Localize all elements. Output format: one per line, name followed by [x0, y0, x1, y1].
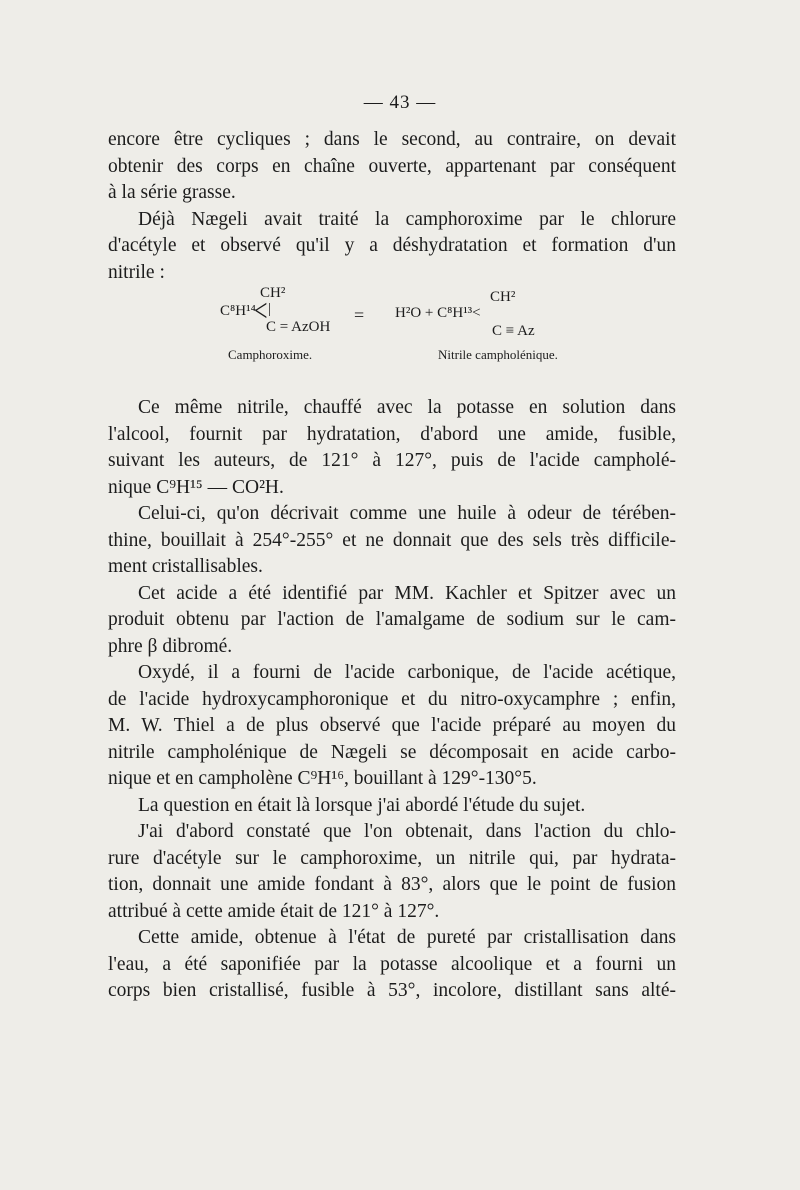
page-number: — 43 — — [363, 92, 437, 113]
text-line: à la série grasse. — [108, 182, 236, 203]
text-line: La question en était là lorsque j'ai abordé l'étude du sujet. — [138, 794, 586, 816]
text-line: produit obtenu par l'action de l'amalgame de sodium sur le cam- — [108, 609, 676, 630]
text-line: Déjà Nægeli avait traité la camphoroxime par le chlorure — [138, 208, 676, 230]
text-line: Celui-ci, qu'on décrivait comme une huile à odeur de térében- — [138, 503, 676, 524]
paragraph — [108, 581, 676, 661]
formula-equals: = — [354, 305, 365, 325]
text-line: nique C⁹H¹⁵ — CO²H. — [108, 476, 284, 498]
text-line: tion, donnait une amide fondant à 83°, alors que le point de fusion — [108, 874, 676, 895]
text-line: M. W. Thiel a de plus observé que l'acide préparé au moyen du — [108, 715, 676, 736]
text-line: obtenir des corps en chaîne ouverte, appartenant par conséquent — [108, 155, 676, 177]
formula-label-right: Nitrile campholénique. — [438, 347, 558, 362]
chemical-equation — [220, 285, 600, 365]
formula-left-c: C = AzOH — [266, 319, 331, 335]
text-line: encore être cycliques ; dans le second, au contraire, on devait — [108, 129, 676, 150]
text-line: J'ai d'abord constaté que l'on obtenait, dans l'action du chlo- — [138, 821, 676, 842]
text-line: Ce même nitrile, chauffé avec la potasse en solution dans — [138, 397, 676, 418]
text-line: suivant les auteurs, de 121° à 127°, puis de l'acide campholé- — [108, 450, 676, 471]
text-line: l'eau, a été saponifiée par la potasse alcoolique et a fourni un — [108, 953, 676, 975]
paragraph — [108, 819, 676, 925]
formula-right-c: C ≡ Az — [492, 323, 535, 339]
text-block-top — [108, 127, 676, 286]
text-line: d'acétyle et observé qu'il y a déshydratation et formation d'un — [108, 235, 676, 256]
text-line: l'alcool, fournit par hydratation, d'abord une amide, fusible, — [108, 423, 676, 445]
text-line: Cette amide, obtenue à l'état de pureté par cristallisation dans — [138, 927, 676, 948]
formula-left-bar: | — [268, 301, 272, 317]
text-line: ment cristallisables. — [108, 556, 263, 577]
text-line: attribué à cette amide était de 121° à 127°. — [108, 900, 440, 922]
text-line: nique et en campholène C⁹H¹⁶, bouillant à 129°-130°5. — [108, 768, 537, 789]
formula-left-main: C⁸H¹⁴ — [220, 303, 256, 319]
text-line: thine, bouillait à 254°-255° et ne donnait que des sels très difficile- — [108, 529, 676, 551]
text-line: nitrile : — [108, 261, 165, 283]
paragraph — [108, 395, 676, 501]
formula-right-ch: CH² — [490, 289, 516, 305]
text-line: nitrile campholénique de Nægeli se décomposait en acide carbo- — [108, 741, 676, 763]
text-line: Cet acide a été identifié par MM. Kachler et Spitzer avec un — [138, 582, 676, 604]
formula-left-bracket: < — [254, 294, 268, 329]
paragraph — [108, 207, 676, 287]
text-block-bottom — [108, 395, 676, 1005]
paragraph — [108, 925, 676, 1005]
text-line: corps bien cristallisé, fusible à 53°, incolore, distillant sans alté- — [108, 980, 676, 1001]
formula-label-left: Camphoroxime. — [228, 347, 313, 362]
paragraph — [108, 793, 676, 820]
paragraph — [108, 660, 676, 793]
paragraph — [108, 127, 676, 207]
text-line: Oxydé, il a fourni de l'acide carbonique, de l'acide acétique, — [138, 662, 676, 683]
text-line: de l'acide hydroxycamphoronique et du nitro-oxycamphre ; enfin, — [108, 688, 676, 710]
formula-left-ch: CH² — [260, 285, 286, 301]
text-line: phre β dibromé. — [108, 635, 233, 657]
text-line: rure d'acétyle sur le camphoroxime, un nitrile qui, par hydrata- — [108, 847, 676, 869]
paragraph — [108, 501, 676, 581]
formula-right-main: H²O + C⁸H¹³< — [395, 305, 481, 321]
